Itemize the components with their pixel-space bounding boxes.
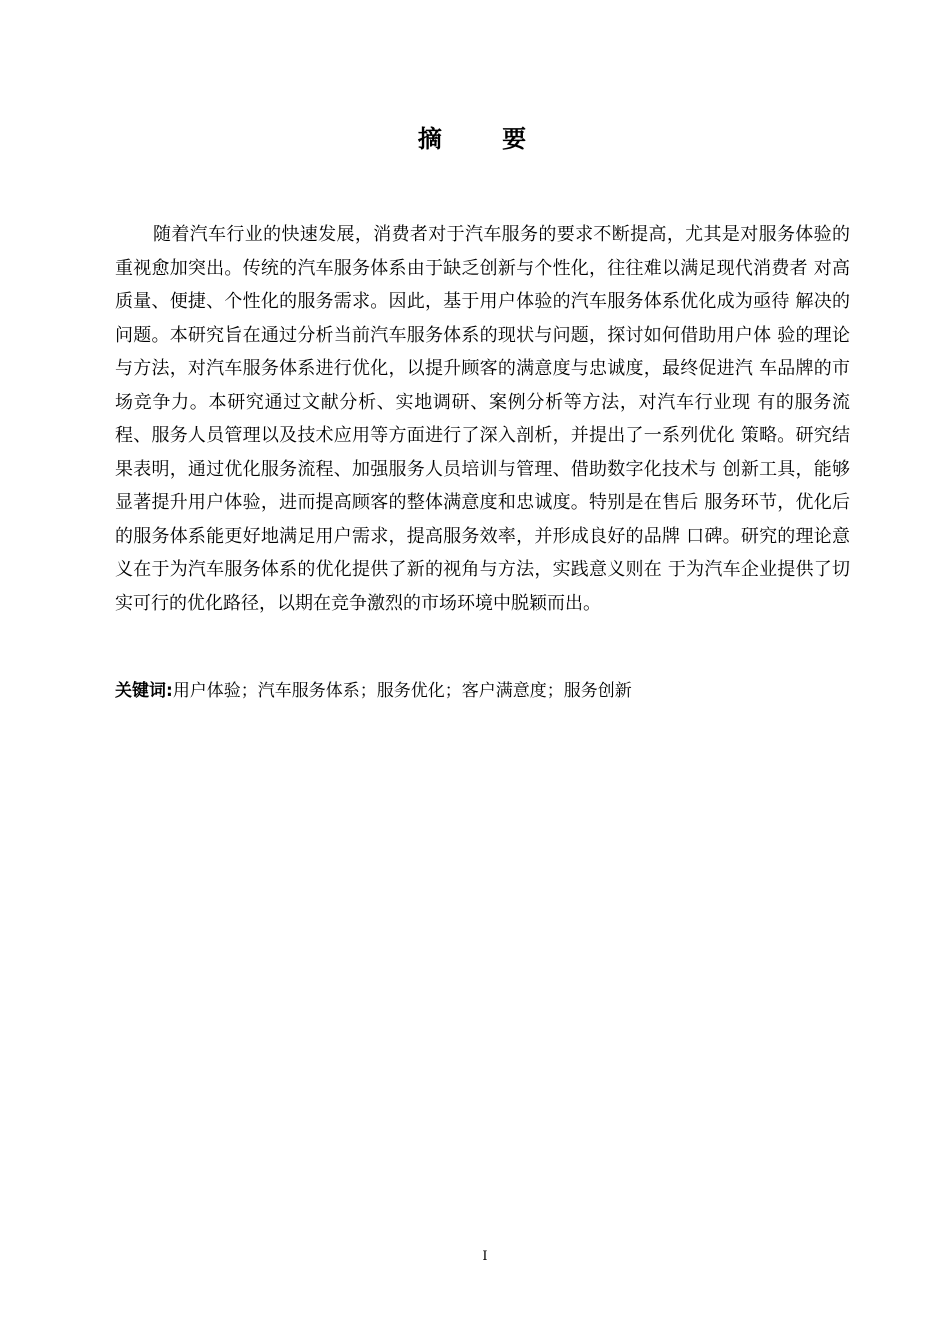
page-number: I: [482, 1249, 488, 1264]
keywords-label: 关键词:: [115, 681, 173, 701]
keywords-text: 用户体验；汽车服务体系；服务优化；客户满意度；服务创新: [172, 681, 632, 701]
page-title: 摘 要: [417, 124, 553, 153]
keywords-line: [115, 678, 850, 704]
abstract-paragraph: 随着汽车行业的快速发展，消费者对于汽车服务的要求不断提高，尤其是对服务体验的重视愈加突出。传统的汽车服务体系由于缺乏创新与个性化，往往难以满足现代消费者 对高质量、便捷、个性化的服务需求。因此，基于用户体验的汽车服务体系优化成为亟待 解决的问题。本研究旨在通过分析当前汽车服务体系的现状与问题，探讨如何借助用户体 验的理论与方法，对汽车服务体系进行优化，以提升顾客的满意度与忠诚度，最终促进汽 车品牌的市场竞争力。本研究通过文献分析、实地调研、案例分析等方法，对汽车行业现 有的服务流程、服务人员管理以及技术应用等方面进行了深入剖析，并提出了一系列优化 策略。研究结果表明，通过优化服务流程、加强服务人员培训与管理、借助数字化技术与 创新工具，能够显著提升用户体验，进而提高顾客的整体满意度和忠诚度。特别是在售后 服务环节，优化后的服务体系能更好地满足用户需求，提高服务效率，并形成良好的品牌 口碑。研究的理论意义在于为汽车服务体系的优化提供了新的视角与方法，实践意义则在 于为汽车企业提供了切实可行的优化路径，以期在竞争激烈的市场环境中脱颖而出。: [115, 224, 850, 614]
